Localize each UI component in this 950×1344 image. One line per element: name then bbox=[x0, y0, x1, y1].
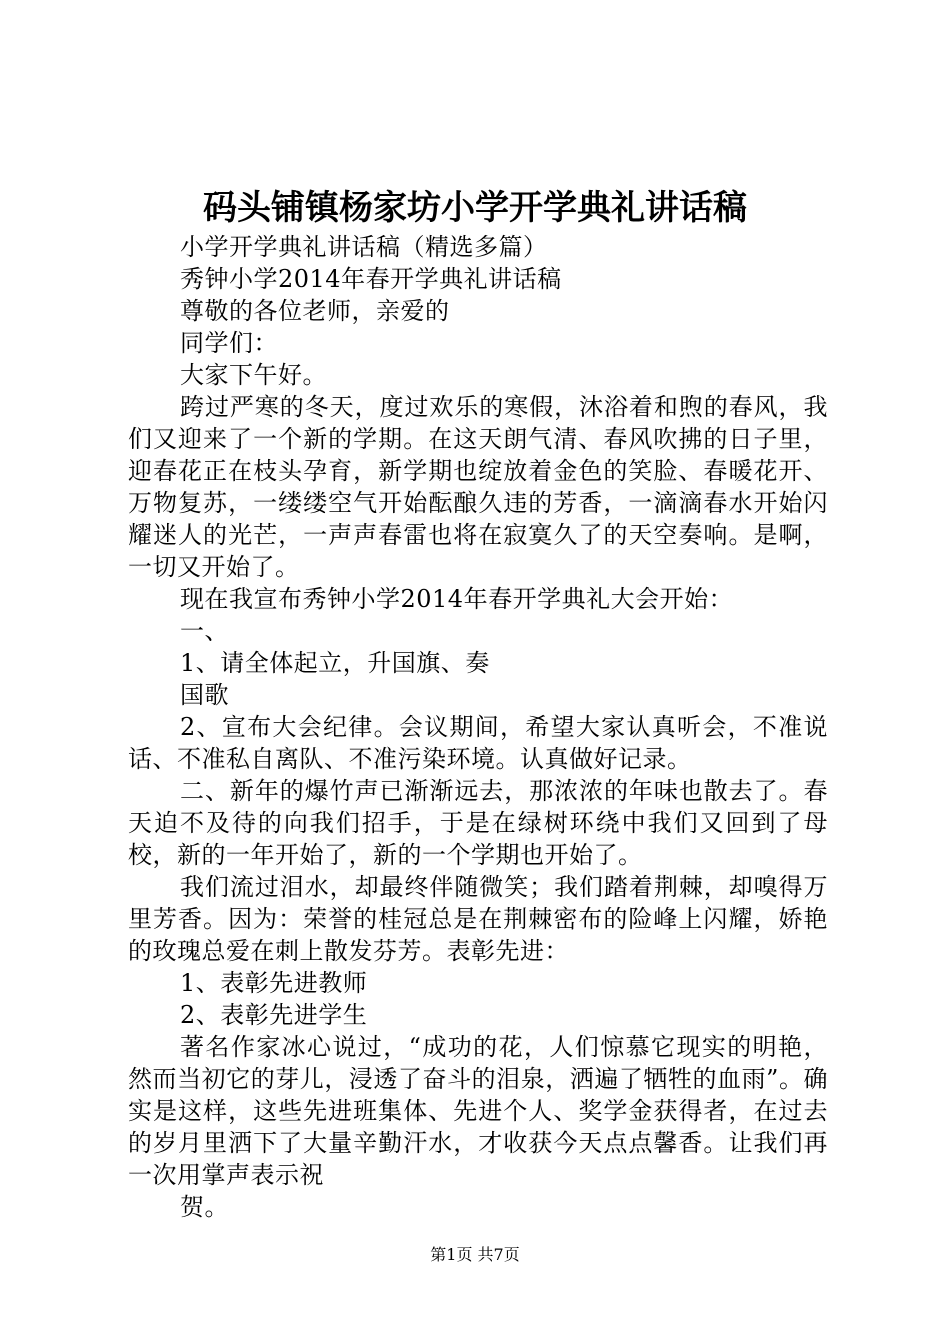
paragraph: 秀钟小学2014年春开学典礼讲话稿 bbox=[180, 265, 562, 293]
paragraph: 2、表彰先进学生 bbox=[180, 1001, 368, 1029]
page-number-footer: 第1页 共7页 bbox=[430, 1245, 520, 1264]
paragraph: 大家下午好。 bbox=[180, 361, 327, 389]
paragraph: 著名作家冰心说过，“成功的花，人们惊慕它现实的明艳，然而当初它的芽儿，浸透了奋斗的泪泉，洒遍了牺牲的血雨”。确实是这样，这些先进班集体、先进个人、奖学金获得者，在过去的岁月里洒下了大量辛勤汗水，才收获今天点点馨香。让我们再一次用掌声表示祝 bbox=[128, 1033, 828, 1189]
paragraph: 我们流过泪水，却最终伴随微笑；我们踏着荆棘，却嗅得万里芳香。因为：荣誉的桂冠总是在荆棘密布的险峰上闪耀，娇艳的玫瑰总爱在刺上散发芬芳。表彰先进： bbox=[128, 873, 828, 965]
paragraph: 贺。 bbox=[180, 1193, 229, 1221]
paragraph: 小学开学典礼讲话稿（精选多篇） bbox=[180, 233, 548, 261]
paragraph: 跨过严寒的冬天，度过欢乐的寒假，沐浴着和煦的春风，我们又迎来了一个新的学期。在这天朗气清、春风吹拂的日子里，迎春花正在枝头孕育，新学期也绽放着金色的笑脸、春暖花开、万物复苏，一缕缕空气开始酝酿久违的芳香，一滴滴春水开始闪耀迷人的光芒，一声声春雷也将在寂寞久了的天空奏响。是啊，一切又开始了。 bbox=[128, 393, 828, 581]
paragraph: 同学们： bbox=[180, 329, 278, 357]
document-body bbox=[128, 231, 828, 1223]
document-title: 码头铺镇杨家坊小学开学典礼讲话稿 bbox=[203, 188, 747, 228]
paragraph: 国歌 bbox=[180, 681, 229, 709]
paragraph: 1、请全体起立，升国旗、奏 bbox=[180, 649, 490, 677]
paragraph: 现在我宣布秀钟小学2014年春开学典礼大会开始： bbox=[180, 585, 734, 613]
paragraph: 1、表彰先进教师 bbox=[180, 969, 368, 997]
paragraph: 二、新年的爆竹声已渐渐远去，那浓浓的年味也散去了。春天迫不及待的向我们招手，于是在绿树环绕中我们又回到了母校，新的一年开始了，新的一个学期也开始了。 bbox=[128, 777, 828, 869]
paragraph: 2、宣布大会纪律。会议期间，希望大家认真听会，不准说话、不准私自离队、不准污染环境。认真做好记录。 bbox=[128, 713, 828, 773]
paragraph: 尊敬的各位老师，亲爱的 bbox=[180, 297, 450, 325]
paragraph: 一、 bbox=[180, 617, 229, 645]
